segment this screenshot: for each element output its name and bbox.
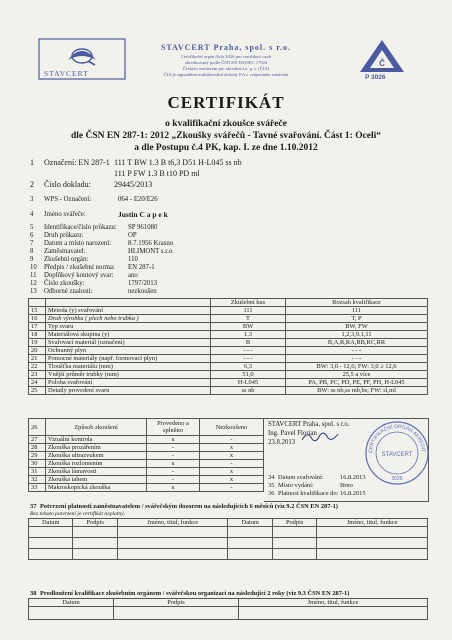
svg-text:Č: Č	[379, 59, 385, 68]
test-piece-value: 6,3	[211, 363, 286, 371]
certification-stamp-icon	[364, 420, 430, 486]
field-label: Předpis / zkušební norma:	[44, 264, 115, 271]
extension-table	[28, 598, 428, 620]
not-tested-mark: x	[200, 444, 264, 452]
range-value: - - -	[286, 355, 428, 363]
table-header: Způsob zkoušení	[46, 419, 147, 436]
not-tested-mark: -	[200, 436, 264, 444]
field-value: ano	[128, 272, 138, 279]
subtitle-line: a dle Postupu č.4 PK, kap. I. ze dne 1.10.2012	[134, 143, 318, 153]
not-tested-mark: x	[200, 468, 264, 476]
performed-mark: -	[147, 444, 200, 452]
subtitle-line: dle ČSN EN 287-1: 2012 „Zkoušky svářečů - Tavné svařování. Část 1: Oceli“	[70, 131, 382, 141]
table-row	[29, 371, 428, 379]
test-method: Zkouška tahem	[46, 476, 147, 484]
field-value: EN 287-1	[128, 264, 155, 271]
test-piece-value: H-L045	[211, 379, 286, 387]
performed-mark: -	[147, 476, 200, 484]
test-piece-value: T	[211, 315, 286, 323]
test-piece-value: - - -	[211, 347, 286, 355]
test-piece-value: 111	[211, 307, 286, 315]
test-method: Zkouška lámavosti	[46, 468, 147, 476]
performed-mark: x	[147, 460, 200, 468]
performed-mark: -	[147, 468, 200, 476]
field-label: Zkušební orgán:	[44, 256, 89, 263]
test-piece-value: 1.3	[211, 331, 286, 339]
brand-name: STAVCERT Praha, spol. s r.o.	[160, 43, 292, 52]
field-number: 7	[30, 240, 34, 247]
field-label: Identifikace/číslo průkazu:	[44, 224, 117, 231]
row-label: Vnější průměr trubky (mm)	[46, 371, 211, 379]
table-row	[29, 476, 264, 484]
field-number: 34	[268, 474, 275, 481]
row-number: 22	[29, 363, 46, 371]
table-row	[29, 347, 428, 355]
field-number: 9	[30, 256, 34, 263]
range-value: BW, FW	[286, 323, 428, 331]
row-number: 20	[29, 347, 46, 355]
table-header: Podpis	[114, 599, 239, 607]
test-methods-table	[28, 418, 264, 492]
row-number: 25	[29, 387, 46, 395]
field-number: 8	[30, 248, 34, 255]
row-number: 24	[29, 379, 46, 387]
table-header	[29, 299, 46, 307]
field-number: 36	[268, 490, 275, 497]
row-label: Druh výrobku ( plech nebo trubka )	[46, 315, 211, 323]
field-label: Jméno svářeče:	[44, 211, 86, 218]
not-tested-mark: x	[200, 476, 264, 484]
row-number: 28	[29, 444, 46, 452]
row-label: Ochranný plyn	[46, 347, 211, 355]
field-value: 8.7.1956 Krasno	[128, 240, 174, 247]
row-number: 17	[29, 323, 46, 331]
field-label: Místo vydání:	[278, 482, 314, 489]
test-piece-value: ss nb	[211, 387, 286, 395]
field-number: 11	[30, 272, 37, 279]
table-row	[29, 355, 428, 363]
field-label: Datum a místo narození:	[44, 240, 112, 247]
field-label: Datum svařování:	[278, 474, 324, 481]
range-value: PA, PB, PC, PD, PE, PF, PH, H-L045	[286, 379, 428, 387]
field-label: Číslo dokladu:	[44, 180, 91, 189]
row-label: Detaily provedení svaru	[46, 387, 211, 395]
field-label: Platnost kvalifikace do:	[278, 490, 339, 497]
table-header: Datum	[228, 519, 272, 527]
row-number: 19	[29, 339, 46, 347]
field-value: HLIMONT s.r.o.	[128, 248, 174, 255]
test-piece-value: B	[211, 339, 286, 347]
table-row	[29, 468, 264, 476]
field-number: 3	[30, 196, 34, 203]
table-row	[29, 307, 428, 315]
row-number: 16	[29, 315, 46, 323]
table-header: Podpis	[272, 519, 316, 527]
test-piece-value: - - -	[211, 355, 286, 363]
svg-text:CERTIFIKAČNÍ ORGÁN AKREDITOVAN	[364, 420, 426, 453]
range-value: B,A,R,RA,RB,RC,RR	[286, 339, 428, 347]
row-number: 23	[29, 371, 46, 379]
field-label: Označení: EN 287-1	[44, 158, 110, 167]
test-method: Vizuální kontrola	[46, 436, 147, 444]
field-number: 5	[30, 224, 34, 231]
row-label: Materiálová skupina (y)	[46, 331, 211, 339]
performed-mark: -	[147, 452, 200, 460]
performed-mark: x	[147, 484, 200, 492]
table-row	[29, 379, 428, 387]
table-row	[29, 538, 428, 549]
row-number: 30	[29, 460, 46, 468]
not-tested-mark: -	[200, 484, 264, 492]
field-number: 6	[30, 232, 34, 239]
field-number: 35	[268, 482, 275, 489]
range-value: BW: 3,0 - 12,6; FW: 3,0 ≥ 12,6	[286, 363, 428, 371]
performed-mark: x	[147, 436, 200, 444]
row-number: 27	[29, 436, 46, 444]
table-row	[29, 527, 428, 538]
range-value: 111	[286, 307, 428, 315]
row-number: 32	[29, 476, 46, 484]
row-number: 26	[29, 419, 46, 436]
row-label: Poloha svařování	[46, 379, 211, 387]
qualification-range-table	[28, 298, 428, 395]
range-value: BW: ss nb,ss mb,bs; FW: sl,ml	[286, 387, 428, 395]
table-row	[29, 331, 428, 339]
table-row	[29, 339, 428, 347]
accreditation-line: Českým institutem pro akreditaci o. p. s. (ČIA)	[182, 66, 270, 71]
table-header: Nezkoušeno	[200, 419, 264, 436]
table-row	[29, 315, 428, 323]
field-value: nezkoušen	[128, 288, 157, 295]
row-number: 33	[29, 484, 46, 492]
certificate-title: CERTIFIKÁT	[167, 93, 285, 112]
row-number: 21	[29, 355, 46, 363]
table-header: Podpis	[73, 519, 117, 527]
field-label: Číslo zkoušky:	[44, 280, 85, 287]
stamp-ring-text: CERTIFIKAČNÍ ORGÁN AKREDIT	[367, 423, 427, 454]
logo-text: STAVCERT	[44, 69, 89, 78]
field-number: 4	[30, 211, 34, 218]
field-number: 2	[30, 180, 34, 189]
validity-note: Bez tohoto potvrzení je certifikát neplatný.	[30, 511, 126, 517]
field-value: 16.8.2013	[340, 474, 366, 481]
row-number: 18	[29, 331, 46, 339]
table-row	[29, 549, 428, 560]
stamp-number: 3026	[391, 476, 403, 482]
field-value: 1797/2013	[128, 280, 158, 287]
field-value: 16.8.2015	[340, 490, 366, 497]
range-value: 25,5 a více	[286, 371, 428, 379]
table-header: Provedeno a splněno	[147, 419, 200, 436]
field-value: 064 - E20/E26	[118, 196, 158, 203]
table-row	[29, 444, 264, 452]
table-header: Zkušební kus	[211, 299, 286, 307]
table-row	[29, 436, 264, 444]
validity-title: Potvrzení platnosti zaměstnavatelem / svářečským dozorem na následujících 6 měsíců (viz 9.2 ČSN EN 287-1)	[40, 503, 338, 510]
table-header: Jméno, titul, funkce	[239, 599, 428, 607]
field-number: 12	[30, 280, 37, 287]
range-value: - - -	[286, 347, 428, 355]
test-method: Zkouška prozářením	[46, 444, 147, 452]
range-value: T, P	[286, 315, 428, 323]
welder-name: Justin C a p e k	[118, 210, 168, 219]
table-row	[29, 363, 428, 371]
table-row	[29, 484, 264, 492]
field-label: WPS - Označení:	[44, 196, 92, 203]
field-value: 29445/2013	[114, 180, 153, 189]
field-label: Doplňkový koutový svar:	[44, 272, 114, 279]
stamp-center-text: STAVCERT	[381, 452, 413, 458]
test-piece-value: 51,0	[211, 371, 286, 379]
table-header: Jméno, titul, funkce	[117, 519, 228, 527]
table-header: Rozsah kvalifikace	[286, 299, 428, 307]
field-value: OP	[128, 232, 137, 239]
accreditation-line: ČIA je signatářem multilaterální dohody EA o vzájemném uznávání	[163, 72, 289, 77]
field-value: 110	[128, 256, 138, 263]
table-header: Datum	[29, 519, 73, 527]
test-method: Zkouška rozlomením	[46, 460, 147, 468]
test-piece-value: BW	[211, 323, 286, 331]
table-header: Jméno, titul, funkce	[317, 519, 428, 527]
validity-table	[28, 518, 428, 560]
range-value: 1,2,3,9.1,11	[286, 331, 428, 339]
issuer-person: Ing. Pavel Florian	[268, 430, 317, 437]
extension-title: Prodloužení kvalifikace zkušebním orgánem / svářečskou organizací na následující 2 roky (viz 9.3 ČSN EN 287-1)	[40, 590, 350, 597]
accreditation-line: akreditovaný podle ČSN EN ISO/IEC 17024	[184, 60, 268, 65]
subtitle-line: o kvalifikační zkoušce svářeče	[165, 119, 287, 129]
field-number: 10	[30, 264, 37, 271]
issuer-name: STAVCERT Praha, spol. s r.o.	[268, 421, 350, 428]
table-row	[29, 387, 428, 395]
row-label: Typ svaru	[46, 323, 211, 331]
field-number: 1	[30, 158, 34, 167]
field-value: 111 T BW 1.3 B t6,3 D51 H-L045 ss nb	[114, 158, 242, 167]
test-method: Zkouška ultrazvukem	[46, 452, 147, 460]
row-number: 15	[29, 307, 46, 315]
field-number: 13	[30, 288, 37, 295]
extension-number: 38	[30, 590, 37, 597]
test-method: Makroskopická zkouška	[46, 484, 147, 492]
field-value: SP 961080	[128, 224, 158, 231]
table-row	[29, 607, 428, 620]
issue-date: 23.8.2013	[268, 439, 296, 446]
field-value: Brno	[340, 482, 353, 489]
table-row	[29, 452, 264, 460]
badge-number: P 3026	[365, 74, 386, 81]
table-header: Datum	[29, 599, 114, 607]
table-header	[46, 299, 211, 307]
not-tested-mark: -	[200, 460, 264, 468]
validity-number: 37	[30, 503, 37, 510]
row-number: 31	[29, 468, 46, 476]
row-label: Svařovací materiál (označení)	[46, 339, 211, 347]
field-label: Druh průkazu:	[44, 232, 84, 239]
row-number: 29	[29, 452, 46, 460]
accreditation-line: Certifikační orgán číslo 3026 pro certifikaci osob	[180, 54, 272, 59]
row-label: Tloušťka materiálu (mm)	[46, 363, 211, 371]
field-label: Odborné znalosti:	[44, 288, 93, 295]
row-label: Metoda (y) svařování	[46, 307, 211, 315]
table-row	[29, 323, 428, 331]
field-value: 111 P FW 1.3 B t10 PD ml	[114, 169, 200, 178]
row-label: Pomocné materiály (např. formovací plyn)	[46, 355, 211, 363]
field-label: Zaměstnavatel:	[44, 248, 86, 255]
table-row	[29, 460, 264, 468]
signature-icon	[300, 430, 340, 444]
not-tested-mark: x	[200, 452, 264, 460]
